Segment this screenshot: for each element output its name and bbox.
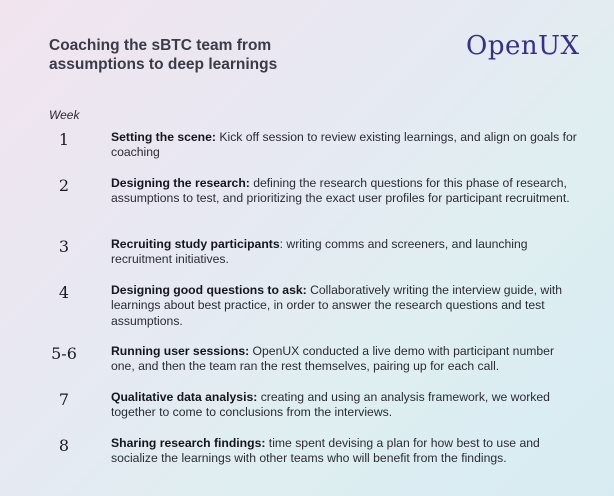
- item-description: [111, 283, 581, 329]
- page-title-line-2: assumptions to deep learnings: [49, 56, 278, 73]
- page-title: [49, 36, 349, 74]
- item-body: OpenUX conducted a live demo with participant number one, and then the team ran the rest themselves, pairing up for each call.: [111, 344, 555, 374]
- week-number: 3: [58, 237, 70, 256]
- item-body: defining the research questions for this phase of research, assumptions to test, and prioritizing the exact user profiles for participant recruitment.: [111, 176, 570, 206]
- item-heading: Designing good questions to ask:: [111, 283, 307, 297]
- week-column-label: Week: [49, 108, 80, 122]
- item-description: [111, 237, 581, 268]
- item-description: [111, 390, 581, 421]
- week-number: 4: [58, 283, 70, 302]
- item-heading: Designing the research:: [111, 176, 250, 190]
- item-heading: Recruiting study participants: [111, 237, 280, 251]
- item-description: [111, 176, 581, 207]
- week-number: 2: [58, 176, 70, 195]
- item-heading: Setting the scene:: [111, 130, 216, 144]
- item-body: : writing comms and screeners, and launching recruitment initiatives.: [111, 237, 528, 267]
- item-description: [111, 344, 581, 375]
- page-title-line-1: Coaching the sBTC team from: [49, 37, 272, 54]
- item-body: creating and using an analysis framework, we worked together to come to conclusions from the interviews.: [111, 390, 550, 420]
- item-heading: Qualitative data analysis:: [111, 390, 258, 404]
- openux-logo: OpenUX: [466, 31, 580, 61]
- week-number: 5-6: [51, 344, 77, 363]
- week-number: 1: [58, 130, 70, 149]
- item-description: [111, 130, 581, 161]
- week-number: 7: [58, 390, 70, 409]
- item-description: [111, 436, 581, 467]
- item-heading: Running user sessions:: [111, 344, 250, 358]
- item-heading: Sharing research findings:: [111, 436, 266, 450]
- item-body: Kick off session to review existing learnings, and align on goals for coaching: [111, 130, 577, 160]
- item-body: time spent devising a plan for how best to use and socialize the learnings with other teams who will benefit from the findings.: [111, 436, 540, 466]
- week-number: 8: [58, 436, 70, 455]
- item-body: Collaboratively writing the interview guide, with learnings about best practice, in order to answer the research questions and test assumptions.: [111, 283, 563, 328]
